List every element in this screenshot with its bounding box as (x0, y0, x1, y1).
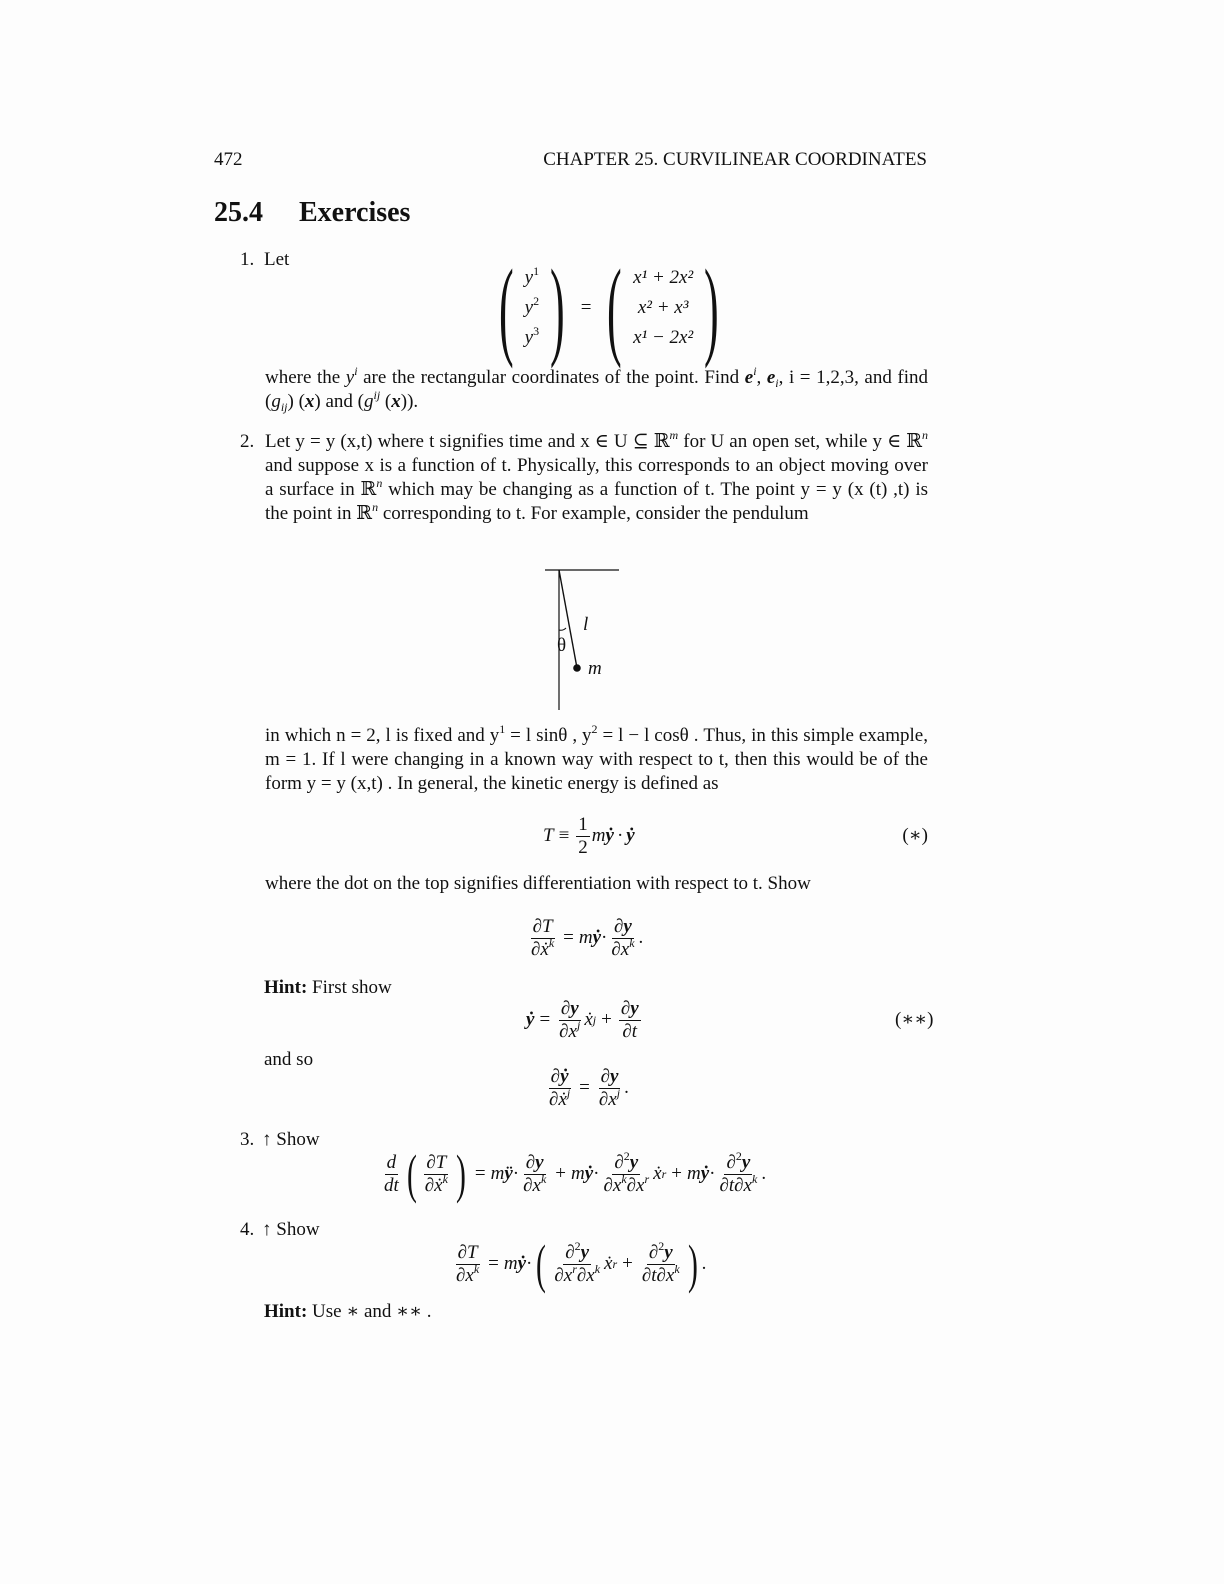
exercise-2-number: 2. (240, 431, 255, 452)
exercise-4-hint: Hint: Use ∗ and ∗∗ . (264, 1301, 432, 1322)
exercise-2-hint: Hint: First show (264, 977, 392, 998)
exercise-3-label: ↑ Show (262, 1129, 320, 1150)
hint-equation-derivative: $\frac{\text{∂ẏ}}{\partial ẋ^j}$ = $\frac{\partial y}{\partial x^j}$ . (549, 1065, 629, 1110)
exercise-3-equation: $\frac{d}{dt}$ ( $\frac{\partial T}{\partial ẋ^k}$ ) = m ÿ · $\frac{\partial y}{\partial x^k}$ + m ẏ · $\frac{\partial^2y}{\partial x^k\partial x^r}$ ẋ r + m ẏ · $\frac{\partial^2y}{\partial t\partial x^k}$ . (384, 1144, 767, 1204)
exercise-1-text: where the $y^i$ are the rectangular coordinates of the point. Find $e^i$, $e_i$, i = 1,2,3, and find $(g_{ij})$ (x) and ($g^{ij}$ (x)). (265, 364, 928, 414)
x-vector: x¹ + 2x² x² + x³ x¹ − 2x² (633, 267, 694, 348)
exercise-2-paragraph-1: Let y = y (x,t) where t signifies time and x ∈ U ⊆ ℝ$^m$ for U an open set, while y ∈ ℝ$^n$ and suppose x is a function of t. Physically, this corresponds to an object moving over a surface in ℝ$^n$ which may be changing as a function of t. The point y = y (x (t) ,t) is the point in ℝ$^n$ corresponding to t. For example, consider the pendulum (265, 428, 928, 524)
angle-arc (559, 628, 566, 630)
exercise-4-equation: $\frac{\partial T}{\partial x^k}$ = m ẏ · ( $\frac{\partial^2y}{\partial x^r\partial x^k}$ ẋ r + $\frac{\partial^2y}{\partial t\partial x^k}$ ) . (456, 1234, 707, 1294)
section-number: 25.4 (214, 197, 263, 228)
section-heading (214, 196, 410, 230)
page-number: 472 (214, 149, 243, 170)
exercise-3-number: 3. (240, 1129, 255, 1150)
theta-label: θ (557, 635, 567, 656)
running-title: CHAPTER 25. CURVILINEAR COORDINATES (543, 149, 927, 170)
exercise-1-number: 1. (240, 249, 255, 270)
hint-equation-velocity: ẏ = $\frac{\partial y}{\partial x^j}$ ẋ j + $\frac{\partial y}{\partial t}$ (526, 997, 639, 1042)
exercise-1-matrix-equation: ( $y^1$ $y^2$ $y^3$ ) = ( x¹ + 2x² x² + x³ x¹ − 2x² ) (498, 247, 719, 369)
exercise-2-paragraph-2: in which n = 2, l is fixed and $y^1 = l$ sinθ , $y^2 = l - l$ cosθ . Thus, in this simple example, m = 1. If l were changing in a known way with respect to t, then this would be of the form y = y (x,t) . In general, the kinetic energy is defined as (265, 722, 928, 794)
kinetic-energy-equation: T ≡ $\frac{1}{2}$ m ẏ · ẏ (543, 813, 635, 858)
exercise-2-paragraph-3: where the dot on the top signifies differentiation with respect to t. Show (265, 873, 811, 894)
pendulum-figure (530, 560, 640, 712)
pendulum-bob (573, 664, 581, 672)
section-title: Exercises (299, 197, 411, 228)
equation-tag-star: (∗) (902, 825, 928, 846)
and-so-text: and so (264, 1049, 314, 1070)
show-equation-1: $\frac{\partial T}{\partial ẋ^k}$ = m ẏ · $\frac{\partial y}{\partial x^k}$ . (531, 915, 644, 960)
exercise-1-intro: Let (264, 249, 290, 270)
y-vector: $y^1$ $y^2$ $y^3$ (524, 264, 540, 348)
exercise-4-label: ↑ Show (262, 1219, 320, 1240)
equation-tag-double-star: (∗∗) (895, 1009, 934, 1030)
length-label: l (583, 614, 589, 635)
mass-label: m (588, 658, 602, 679)
exercise-4-number: 4. (240, 1219, 255, 1240)
